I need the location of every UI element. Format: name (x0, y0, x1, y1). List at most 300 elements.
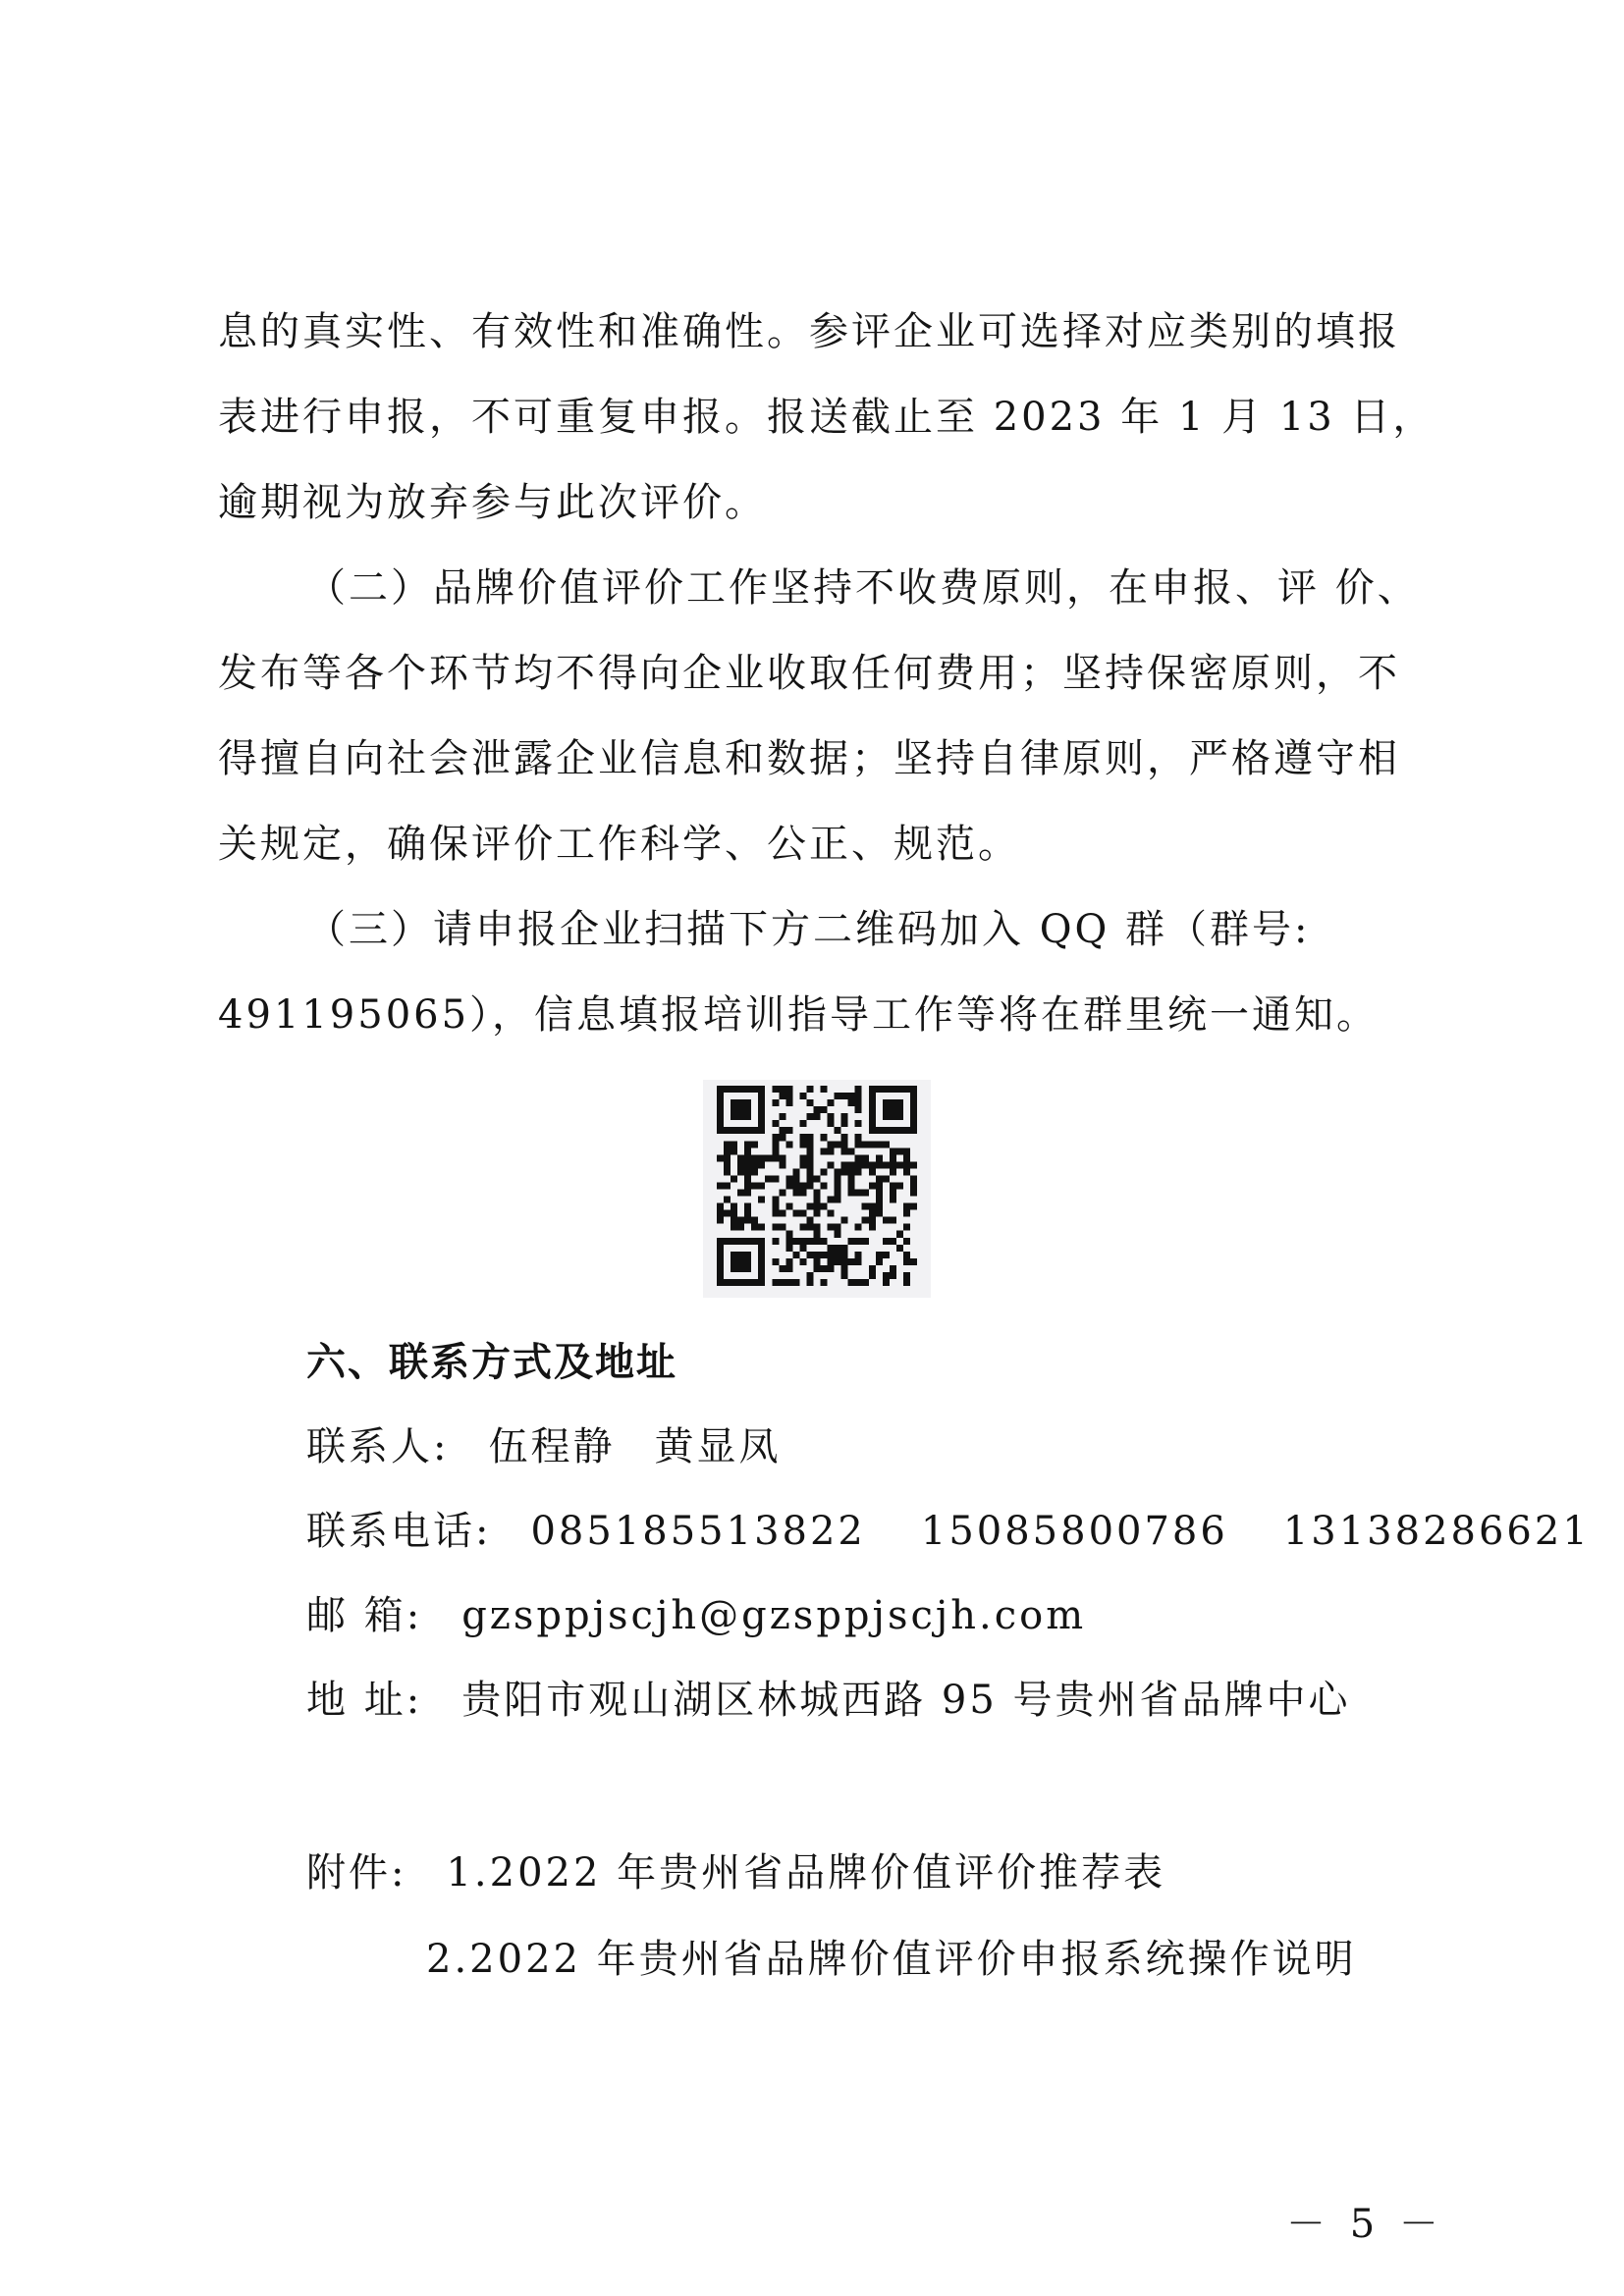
qr-module (835, 1175, 841, 1182)
qr-module (813, 1258, 820, 1265)
qr-module (717, 1245, 724, 1252)
qr-module (758, 1182, 765, 1189)
qr-module (813, 1238, 820, 1245)
qr-module (792, 1252, 799, 1258)
qr-module (806, 1154, 813, 1161)
qr-module (903, 1272, 910, 1279)
qr-module (883, 1238, 890, 1245)
qr-module (717, 1113, 724, 1120)
paragraph-line: （三）请申报企业扫描下方二维码加入 QQ 群（群号: (306, 907, 1311, 952)
qr-module (848, 1093, 855, 1099)
qr-module (785, 1086, 792, 1093)
qr-module (869, 1127, 876, 1134)
qr-module (785, 1093, 792, 1099)
qr-module (785, 1265, 792, 1272)
qr-module (806, 1182, 813, 1189)
qr-module (779, 1224, 785, 1231)
qr-module (855, 1134, 862, 1141)
qr-module (779, 1265, 785, 1272)
qr-module (821, 1265, 828, 1272)
qr-module (869, 1106, 876, 1113)
qr-module (855, 1161, 862, 1168)
qr-module (841, 1258, 848, 1265)
qr-module (813, 1224, 820, 1231)
qr-module (855, 1279, 862, 1286)
qr-module (806, 1086, 813, 1093)
qr-module (724, 1168, 731, 1175)
qr-module (855, 1190, 862, 1197)
qr-module (737, 1252, 744, 1258)
qr-code-graphic (717, 1086, 917, 1286)
qr-module (821, 1086, 828, 1093)
qr-module (744, 1203, 751, 1210)
qr-module (903, 1238, 910, 1245)
qr-module (869, 1272, 876, 1279)
qr-module (758, 1265, 765, 1272)
qr-module (848, 1168, 855, 1175)
qr-module (910, 1182, 917, 1189)
qr-module (883, 1106, 890, 1113)
qr-module (744, 1106, 751, 1113)
qr-module (785, 1141, 792, 1148)
qr-module (806, 1168, 813, 1175)
qr-module (883, 1086, 890, 1093)
qr-code-icon[interactable] (703, 1080, 931, 1298)
qr-module (751, 1086, 758, 1093)
qr-module (779, 1127, 785, 1134)
qr-module (862, 1190, 869, 1197)
qr-module (737, 1154, 744, 1161)
qr-module (772, 1238, 779, 1245)
qr-module (806, 1279, 813, 1286)
qr-module (841, 1245, 848, 1252)
qr-module (896, 1086, 903, 1093)
qr-module (910, 1161, 917, 1168)
qr-module (799, 1134, 806, 1141)
qr-module (731, 1099, 737, 1106)
qr-module (869, 1141, 876, 1148)
qr-module (869, 1265, 876, 1272)
qr-module (758, 1113, 765, 1120)
qr-module (828, 1224, 835, 1231)
qr-module (717, 1217, 724, 1224)
paragraph-line: 息的真实性、有效性和准确性。参评企业可选择对应类别的填报 (218, 309, 1400, 354)
qr-module (744, 1279, 751, 1286)
attachment-label: 附件: (306, 1850, 407, 1896)
qr-module (910, 1127, 917, 1134)
qr-module (869, 1099, 876, 1106)
qr-module (758, 1279, 765, 1286)
paragraph-line: 491195065），信息填报培训指导工作等将在群里统一通知。 (218, 992, 1380, 1038)
paragraph-line: 表进行申报，不可重复申报。报送截止至 2023 年 1 月 13 日， (218, 395, 1435, 440)
qr-module (828, 1141, 835, 1148)
qr-module (876, 1141, 883, 1148)
qr-module (841, 1252, 848, 1258)
qr-module (876, 1210, 883, 1217)
contact-email (306, 1586, 1086, 1645)
qr-module (744, 1113, 751, 1120)
qr-module (890, 1265, 896, 1272)
qr-module (910, 1099, 917, 1106)
qr-module (806, 1148, 813, 1154)
qr-module (890, 1113, 896, 1120)
qr-module (758, 1238, 765, 1245)
qr-module (883, 1127, 890, 1134)
qr-module (883, 1217, 890, 1224)
qr-module (737, 1099, 744, 1106)
qr-module (731, 1203, 737, 1210)
qr-module (910, 1120, 917, 1127)
phone-number: 13138286621 (1282, 1509, 1591, 1554)
qr-module (785, 1245, 792, 1252)
qr-module (835, 1224, 841, 1231)
qr-module (779, 1190, 785, 1197)
qr-module (717, 1203, 724, 1210)
qr-module (758, 1127, 765, 1134)
qr-module (779, 1086, 785, 1093)
qr-module (799, 1182, 806, 1189)
qr-module (737, 1217, 744, 1224)
qr-module (779, 1113, 785, 1120)
qr-module (855, 1154, 862, 1161)
qr-module (862, 1217, 869, 1224)
attachment-line-2 (426, 1930, 1357, 1989)
qr-module (765, 1154, 772, 1161)
qr-module (758, 1086, 765, 1093)
qr-module (835, 1127, 841, 1134)
qr-module (758, 1224, 765, 1231)
qr-module (772, 1258, 779, 1265)
qr-module (841, 1141, 848, 1148)
qr-module (799, 1093, 806, 1099)
qr-module (785, 1279, 792, 1286)
qr-module (758, 1093, 765, 1099)
qr-module (717, 1099, 724, 1106)
qr-module (792, 1168, 799, 1175)
qr-module (785, 1258, 792, 1265)
qr-module (828, 1148, 835, 1154)
qr-module (903, 1148, 910, 1154)
qr-module (737, 1086, 744, 1093)
attachment-item: 2.2022 年贵州省品牌价值评价申报系统操作说明 (426, 1937, 1357, 1982)
qr-module (806, 1272, 813, 1279)
qr-module (848, 1190, 855, 1197)
qr-module (876, 1190, 883, 1197)
qr-module (744, 1210, 751, 1217)
qr-module (799, 1210, 806, 1217)
qr-module (910, 1190, 917, 1197)
qr-module (758, 1258, 765, 1265)
qr-module (896, 1231, 903, 1238)
qr-module (717, 1182, 724, 1189)
qr-module (890, 1099, 896, 1106)
qr-module (737, 1279, 744, 1286)
qr-module (792, 1182, 799, 1189)
qr-module (876, 1175, 883, 1182)
qr-module (737, 1224, 744, 1231)
qr-module (903, 1154, 910, 1161)
qr-module (841, 1148, 848, 1154)
qr-module (841, 1120, 848, 1127)
paragraph-line: 发布等各个环节均不得向企业收取任何费用；坚持保密原则，不 (218, 651, 1400, 696)
qr-module (890, 1190, 896, 1197)
qr-module (890, 1127, 896, 1134)
qr-module (731, 1141, 737, 1148)
contact-address (306, 1671, 1351, 1730)
qr-module (772, 1203, 779, 1210)
qr-module (758, 1106, 765, 1113)
qr-module (910, 1086, 917, 1093)
qr-module (835, 1258, 841, 1265)
qr-module (717, 1272, 724, 1279)
qr-module (758, 1161, 765, 1168)
qr-module (792, 1279, 799, 1286)
qr-module (848, 1258, 855, 1265)
qr-module (813, 1265, 820, 1272)
qr-module (758, 1099, 765, 1106)
qr-module (806, 1252, 813, 1258)
qr-module (869, 1113, 876, 1120)
qr-module (821, 1238, 828, 1245)
qr-module (731, 1148, 737, 1154)
qr-module (758, 1154, 765, 1161)
qr-module (828, 1099, 835, 1106)
qr-module (737, 1190, 744, 1197)
qr-module (883, 1113, 890, 1120)
qr-module (772, 1154, 779, 1161)
qr-module (724, 1148, 731, 1154)
qr-module (799, 1245, 806, 1252)
attachment-item: 1.2022 年贵州省品牌价值评价推荐表 (446, 1850, 1166, 1896)
qr-module (903, 1127, 910, 1134)
qr-module (883, 1141, 890, 1148)
qr-module (876, 1127, 883, 1134)
qr-module (835, 1093, 841, 1099)
qr-module (731, 1252, 737, 1258)
qr-module (835, 1252, 841, 1258)
qr-module (772, 1086, 779, 1093)
qr-module (744, 1217, 751, 1224)
qr-module (821, 1182, 828, 1189)
qr-module (744, 1175, 751, 1182)
qr-module (835, 1231, 841, 1238)
qr-module (731, 1238, 737, 1245)
qr-module (841, 1113, 848, 1120)
qr-module (903, 1168, 910, 1175)
qr-module (785, 1203, 792, 1210)
qr-module (744, 1148, 751, 1154)
qr-module (896, 1161, 903, 1168)
qr-module (724, 1141, 731, 1148)
section-heading: 六、联系方式及地址 (306, 1340, 677, 1385)
contact-phones (306, 1502, 1591, 1561)
qr-module (828, 1245, 835, 1252)
qr-module (806, 1203, 813, 1210)
qr-module (890, 1238, 896, 1245)
qr-module (806, 1238, 813, 1245)
qr-module (855, 1086, 862, 1093)
qr-module (799, 1190, 806, 1197)
qr-module (869, 1182, 876, 1189)
qr-module (876, 1197, 883, 1203)
qr-module (758, 1252, 765, 1258)
qr-module (744, 1182, 751, 1189)
qr-module (848, 1099, 855, 1106)
qr-module (806, 1099, 813, 1106)
qr-module (785, 1127, 792, 1134)
qr-module (731, 1265, 737, 1272)
qr-module (862, 1279, 869, 1286)
qr-module (848, 1279, 855, 1286)
qr-module (869, 1168, 876, 1175)
qr-module (806, 1141, 813, 1148)
qr-module (806, 1175, 813, 1182)
qr-module (862, 1141, 869, 1148)
qr-module (869, 1161, 876, 1168)
address-value: 贵阳市观山湖区林城西路 95 号贵州省品牌中心 (461, 1678, 1351, 1723)
email-address[interactable]: gzsppjscjh@gzsppjscjh.com (461, 1593, 1087, 1638)
qr-module (896, 1099, 903, 1106)
qr-module (724, 1086, 731, 1093)
qr-module (772, 1141, 779, 1148)
qr-module (744, 1154, 751, 1161)
qr-module (828, 1113, 835, 1120)
qr-module (779, 1154, 785, 1161)
qr-module (717, 1258, 724, 1265)
qr-module (903, 1224, 910, 1231)
qr-module (896, 1113, 903, 1120)
qr-module (876, 1258, 883, 1265)
qr-module (869, 1224, 876, 1231)
qr-module (731, 1106, 737, 1113)
qr-module (717, 1210, 724, 1217)
qr-module (731, 1086, 737, 1093)
qr-module (855, 1238, 862, 1245)
qr-module (717, 1265, 724, 1272)
qr-module (724, 1182, 731, 1189)
qr-module (813, 1113, 820, 1120)
qr-module (785, 1175, 792, 1182)
qr-module (731, 1217, 737, 1224)
qr-module (751, 1182, 758, 1189)
qr-module (737, 1106, 744, 1113)
qr-module (841, 1093, 848, 1099)
qr-module (813, 1106, 820, 1113)
qr-module (744, 1168, 751, 1175)
qr-module (799, 1120, 806, 1127)
qr-module (731, 1175, 737, 1182)
qr-module (821, 1168, 828, 1175)
qr-module (876, 1203, 883, 1210)
qr-module (737, 1161, 744, 1168)
qr-module (772, 1134, 779, 1141)
qr-module (765, 1175, 772, 1182)
qr-module (821, 1203, 828, 1210)
qr-module (799, 1224, 806, 1231)
qr-module (751, 1224, 758, 1231)
qr-module (841, 1272, 848, 1279)
qr-module (772, 1099, 779, 1106)
qr-module (792, 1175, 799, 1182)
qr-module (744, 1086, 751, 1093)
qr-module (731, 1113, 737, 1120)
phone-label: 联系电话: (306, 1509, 492, 1554)
qr-module (828, 1161, 835, 1168)
qr-module (772, 1210, 779, 1217)
contact-person: 黄显凤 (654, 1424, 782, 1469)
qr-module (724, 1197, 731, 1203)
qr-module (896, 1106, 903, 1113)
qr-module (799, 1258, 806, 1265)
qr-module (835, 1190, 841, 1197)
qr-module (717, 1238, 724, 1245)
qr-module (876, 1252, 883, 1258)
qr-module (876, 1086, 883, 1093)
qr-module (841, 1134, 848, 1141)
qr-module (835, 1141, 841, 1148)
qr-module (779, 1279, 785, 1286)
qr-module (855, 1099, 862, 1106)
qr-module (848, 1175, 855, 1182)
qr-module (890, 1197, 896, 1203)
qr-module (890, 1148, 896, 1154)
qr-module (848, 1182, 855, 1189)
qr-module (813, 1252, 820, 1258)
qr-module (772, 1175, 779, 1182)
qr-module (785, 1231, 792, 1238)
qr-module (841, 1217, 848, 1224)
qr-module (751, 1217, 758, 1224)
qr-module (737, 1127, 744, 1134)
qr-module (862, 1238, 869, 1245)
qr-module (806, 1113, 813, 1120)
qr-module (848, 1148, 855, 1154)
qr-module (910, 1106, 917, 1113)
qr-module (744, 1252, 751, 1258)
qr-module (903, 1086, 910, 1093)
qr-module (855, 1141, 862, 1148)
qr-module (862, 1161, 869, 1168)
qr-module (772, 1224, 779, 1231)
paragraph-line: 逾期视为放弃参与此次评价。 (218, 480, 767, 525)
qr-module (799, 1141, 806, 1148)
qr-module (883, 1252, 890, 1258)
qr-module (717, 1086, 724, 1093)
qr-module (806, 1217, 813, 1224)
paragraph-line: （二）品牌价值评价工作坚持不收费原则，在申报、评 价、 (306, 565, 1420, 611)
qr-module (869, 1203, 876, 1210)
qr-module (785, 1099, 792, 1106)
qr-module (903, 1210, 910, 1217)
qr-module (813, 1231, 820, 1238)
qr-module (862, 1154, 869, 1161)
qr-module (896, 1127, 903, 1134)
qr-module (737, 1168, 744, 1175)
qr-module (737, 1265, 744, 1272)
qr-module (724, 1210, 731, 1217)
qr-module (758, 1197, 765, 1203)
qr-module (758, 1245, 765, 1252)
qr-module (799, 1161, 806, 1168)
qr-module (724, 1279, 731, 1286)
qr-module (785, 1182, 792, 1189)
qr-module (855, 1252, 862, 1258)
qr-module (835, 1168, 841, 1175)
qr-module (841, 1168, 848, 1175)
qr-module (828, 1120, 835, 1127)
qr-module (890, 1154, 896, 1161)
qr-module (806, 1134, 813, 1141)
